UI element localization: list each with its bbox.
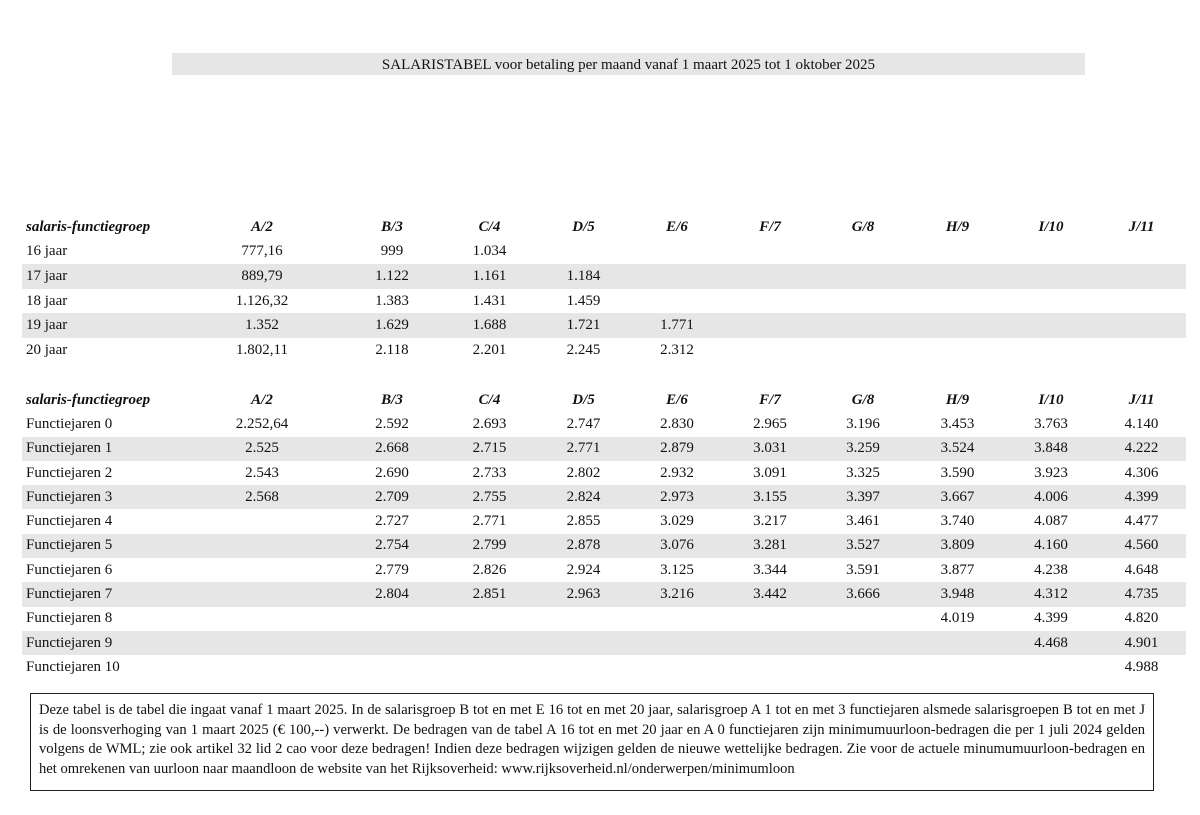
salary-cell: 3.259 — [816, 437, 910, 461]
column-header: J/11 — [1128, 218, 1155, 235]
salary-cell: 1.431 — [472, 292, 507, 309]
salary-cell — [724, 607, 816, 631]
salary-cell — [630, 264, 724, 289]
salary-cell: 2.592 — [375, 415, 409, 432]
salary-cell — [816, 655, 910, 679]
column-header: D/5 — [572, 218, 595, 235]
salary-cell — [1097, 338, 1186, 363]
salary-cell: 3.076 — [630, 534, 724, 558]
table-row — [22, 338, 1186, 363]
salary-cell — [182, 558, 342, 582]
salary-table-functiejaren — [22, 388, 1186, 680]
salary-cell: 889,79 — [182, 264, 342, 289]
salary-cell — [724, 264, 816, 289]
salary-cell — [1005, 289, 1097, 314]
page-title: SALARISTABEL voor betaling per maand vanaf 1 maart 2025 tot 1 oktober 2025 — [172, 53, 1085, 75]
salary-cell: 2.879 — [630, 437, 724, 461]
row-label: Functiejaren 0 — [26, 415, 113, 432]
salary-cell: 2.568 — [182, 485, 342, 509]
salary-cell: 2.932 — [660, 464, 694, 481]
row-label: Functiejaren 1 — [22, 437, 182, 461]
salary-cell: 3.527 — [816, 534, 910, 558]
salary-cell: 2.727 — [375, 513, 409, 530]
salary-cell: 1.771 — [630, 313, 724, 338]
salary-cell: 2.312 — [660, 341, 694, 358]
salary-cell: 4.140 — [1124, 415, 1159, 432]
salary-cell: 3.125 — [660, 561, 694, 578]
salary-cell: 3.281 — [724, 534, 816, 558]
table-row — [22, 289, 1186, 314]
row-header-label: salaris-functiegroep — [26, 218, 151, 235]
salary-cell: 1.383 — [375, 292, 409, 309]
salary-cell: 777,16 — [241, 243, 283, 260]
salary-cell: 1.122 — [342, 264, 442, 289]
salary-cell — [910, 313, 1005, 338]
salary-cell — [724, 240, 816, 265]
row-label: 20 jaar — [26, 341, 68, 358]
table-row — [22, 655, 1186, 679]
salary-cell — [816, 607, 910, 631]
row-label: Functiejaren 5 — [22, 534, 182, 558]
row-label: Functiejaren 4 — [26, 513, 113, 530]
salary-cell — [724, 289, 816, 314]
salary-cell — [442, 631, 537, 655]
header-row — [22, 215, 1186, 240]
salary-cell: 3.344 — [753, 561, 787, 578]
salary-cell — [910, 289, 1005, 314]
salary-cell: 4.222 — [1097, 437, 1186, 461]
salary-cell — [1097, 289, 1186, 314]
row-label: Functiejaren 9 — [22, 631, 182, 655]
salary-cell — [630, 655, 724, 679]
row-header-label: salaris-functiegroep — [26, 391, 151, 408]
salary-cell: 1.629 — [342, 313, 442, 338]
salary-cell — [630, 607, 724, 631]
row-label: Functiejaren 10 — [26, 658, 120, 675]
salary-cell: 2.771 — [537, 437, 630, 461]
salary-cell: 4.735 — [1097, 582, 1186, 606]
salary-cell: 2.771 — [472, 513, 507, 530]
row-label: Functiejaren 7 — [22, 582, 182, 606]
salary-cell: 2.878 — [537, 534, 630, 558]
table-row — [22, 558, 1186, 582]
salary-cell: 4.306 — [1124, 464, 1159, 481]
salary-cell — [910, 338, 1005, 363]
salary-cell — [630, 631, 724, 655]
salary-cell: 2.802 — [566, 464, 601, 481]
header-row — [22, 388, 1186, 412]
salary-cell — [537, 607, 630, 631]
column-header: D/5 — [572, 391, 595, 408]
salary-cell: 4.468 — [1005, 631, 1097, 655]
salary-cell: 2.855 — [566, 513, 601, 530]
table-row — [22, 582, 1186, 606]
salary-cell: 2.830 — [660, 415, 694, 432]
salary-cell — [442, 607, 537, 631]
column-header: C/4 — [478, 391, 501, 408]
salary-cell: 4.238 — [1034, 561, 1068, 578]
salary-cell: 2.799 — [442, 534, 537, 558]
salary-cell: 2.924 — [566, 561, 601, 578]
salary-cell — [724, 631, 816, 655]
salary-cell: 3.155 — [724, 485, 816, 509]
salary-cell — [910, 631, 1005, 655]
salary-cell — [1005, 240, 1097, 265]
salary-cell: 4.820 — [1124, 610, 1159, 627]
salary-table-age — [22, 215, 1186, 363]
salary-cell — [182, 534, 342, 558]
salary-cell: 2.755 — [442, 485, 537, 509]
salary-cell: 4.312 — [1005, 582, 1097, 606]
table-row — [22, 485, 1186, 509]
row-label: Functiejaren 8 — [26, 610, 113, 627]
column-header: I/10 — [1038, 218, 1064, 235]
salary-cell: 1.688 — [442, 313, 537, 338]
salary-cell: 4.901 — [1097, 631, 1186, 655]
column-header: B/3 — [381, 218, 403, 235]
table-row — [22, 412, 1186, 436]
salary-cell — [1097, 313, 1186, 338]
salary-cell: 3.196 — [846, 415, 880, 432]
footnote-box: Deze tabel is de tabel die ingaat vanaf 1 maart 2025. In de salarisgroep B tot en met E 16 tot en met 20 jaar, salarisgroep A 1 tot en met 3 functiejaren alsmede salarisgroepen B tot en met J is de loonsverhoging van 1 maart 2025 (€ 100,--) verwerkt. De bedragen van de tabel A 16 tot en met 20 jaar en A 0 functiejaren zijn minimumuurloon-bedragen die per 1 juli 2024 gelden volgens de WML; zie ook artikel 32 lid 2 cao voor deze bedragen! Indien deze bedragen wijzigen gelden de nieuwe wettelijke bedragen. Zie voor de actuele minumumuurloon-bedragen en het omrekenen van uurloon naar maandloon de website van het Rijksoverheid: www.rijksoverheid.nl/onderwerpen/minimumloon — [30, 693, 1154, 791]
salary-cell — [630, 240, 724, 265]
salary-cell: 3.848 — [1005, 437, 1097, 461]
column-header: H/9 — [945, 391, 970, 408]
salary-cell: 3.809 — [910, 534, 1005, 558]
salary-cell — [816, 264, 910, 289]
salary-cell: 3.216 — [630, 582, 724, 606]
salary-cell — [1005, 313, 1097, 338]
salary-cell — [1005, 338, 1097, 363]
salary-cell — [816, 338, 910, 363]
salary-cell: 4.160 — [1005, 534, 1097, 558]
salary-cell: 4.019 — [940, 610, 975, 627]
salary-cell: 3.461 — [846, 513, 880, 530]
salary-cell: 1.184 — [537, 264, 630, 289]
column-header: B/3 — [381, 391, 403, 408]
salary-cell: 2.245 — [566, 341, 601, 358]
salary-cell — [537, 655, 630, 679]
salary-cell — [910, 240, 1005, 265]
table-row — [22, 607, 1186, 631]
salary-cell: 4.648 — [1124, 561, 1159, 578]
salary-cell: 3.325 — [846, 464, 880, 481]
salary-cell: 1.034 — [472, 243, 507, 260]
salary-cell: 2.779 — [375, 561, 409, 578]
column-header: H/9 — [945, 218, 970, 235]
salary-cell: 3.591 — [846, 561, 880, 578]
salary-cell: 1.459 — [566, 292, 601, 309]
column-header: F/7 — [759, 218, 781, 235]
table-row — [22, 534, 1186, 558]
column-header: A/2 — [251, 218, 273, 235]
salary-cell: 2.525 — [182, 437, 342, 461]
salary-cell — [816, 289, 910, 314]
salary-cell: 2.963 — [537, 582, 630, 606]
salary-cell — [1005, 655, 1097, 679]
salary-cell — [342, 607, 442, 631]
salary-cell — [816, 313, 910, 338]
salary-cell: 3.666 — [816, 582, 910, 606]
column-header: J/11 — [1128, 391, 1155, 408]
salary-cell: 2.543 — [245, 464, 279, 481]
column-header: A/2 — [251, 391, 273, 408]
column-header: I/10 — [1038, 391, 1064, 408]
row-label: 16 jaar — [26, 243, 68, 260]
salary-cell: 3.397 — [816, 485, 910, 509]
salary-cell — [182, 655, 342, 679]
salary-cell: 3.031 — [724, 437, 816, 461]
salary-cell — [1005, 264, 1097, 289]
salary-cell: 2.252,64 — [235, 415, 289, 432]
salary-cell: 2.851 — [442, 582, 537, 606]
column-header: E/6 — [666, 391, 688, 408]
salary-cell — [724, 338, 816, 363]
salary-cell: 2.690 — [375, 464, 409, 481]
table-row — [22, 264, 1186, 289]
salary-cell: 2.715 — [442, 437, 537, 461]
salary-cell: 3.590 — [940, 464, 975, 481]
table-row — [22, 509, 1186, 533]
row-label: 19 jaar — [22, 313, 182, 338]
salary-cell: 2.668 — [342, 437, 442, 461]
salary-cell — [342, 655, 442, 679]
salary-cell: 4.087 — [1034, 513, 1068, 530]
salary-cell: 2.973 — [630, 485, 724, 509]
column-header: G/8 — [851, 391, 875, 408]
row-label: 18 jaar — [26, 292, 68, 309]
salary-cell: 3.948 — [910, 582, 1005, 606]
salary-cell: 3.740 — [940, 513, 975, 530]
salary-cell: 3.923 — [1034, 464, 1068, 481]
salary-cell — [537, 240, 630, 265]
salary-cell: 2.118 — [375, 341, 409, 358]
salary-cell: 3.453 — [940, 415, 975, 432]
salary-cell — [182, 582, 342, 606]
row-label: Functiejaren 2 — [26, 464, 113, 481]
salary-cell — [182, 631, 342, 655]
salary-cell: 3.029 — [660, 513, 694, 530]
salary-cell — [537, 631, 630, 655]
salary-cell — [816, 631, 910, 655]
salary-cell — [1097, 264, 1186, 289]
salary-cell — [630, 289, 724, 314]
column-header: C/4 — [478, 218, 501, 235]
salary-cell: 2.693 — [472, 415, 507, 432]
salary-cell: 4.399 — [1034, 610, 1068, 627]
salary-cell: 1.161 — [442, 264, 537, 289]
salary-cell: 2.201 — [472, 341, 507, 358]
salary-cell: 4.988 — [1124, 658, 1159, 675]
salary-cell: 3.763 — [1034, 415, 1068, 432]
salary-cell: 2.804 — [342, 582, 442, 606]
table-row — [22, 631, 1186, 655]
table-row — [22, 313, 1186, 338]
salary-cell: 999 — [380, 243, 404, 260]
salary-cell — [910, 264, 1005, 289]
salary-cell: 2.747 — [566, 415, 601, 432]
salary-cell — [342, 631, 442, 655]
salary-cell — [816, 240, 910, 265]
salary-cell: 3.667 — [910, 485, 1005, 509]
salary-cell: 2.965 — [753, 415, 787, 432]
salary-cell — [724, 655, 816, 679]
row-label: Functiejaren 6 — [26, 561, 113, 578]
salary-cell: 1.126,32 — [235, 292, 289, 309]
table-row — [22, 240, 1186, 265]
column-header: F/7 — [759, 391, 781, 408]
salary-cell: 1.721 — [537, 313, 630, 338]
salary-cell — [910, 655, 1005, 679]
salary-cell — [182, 607, 342, 631]
salary-cell: 3.524 — [910, 437, 1005, 461]
salary-cell — [724, 313, 816, 338]
salary-cell: 3.877 — [940, 561, 975, 578]
column-header: G/8 — [851, 218, 875, 235]
salary-cell: 3.091 — [753, 464, 787, 481]
salary-cell: 1.352 — [182, 313, 342, 338]
table-row — [22, 437, 1186, 461]
salary-cell: 2.709 — [342, 485, 442, 509]
salary-cell: 1.802,11 — [236, 341, 288, 358]
table-row — [22, 461, 1186, 485]
salary-cell: 4.560 — [1097, 534, 1186, 558]
salary-cell: 4.006 — [1005, 485, 1097, 509]
row-label: Functiejaren 3 — [22, 485, 182, 509]
salary-cell — [182, 509, 342, 533]
salary-cell: 2.824 — [537, 485, 630, 509]
salary-cell: 4.477 — [1124, 513, 1159, 530]
row-label: 17 jaar — [22, 264, 182, 289]
salary-cell: 3.217 — [753, 513, 787, 530]
salary-cell: 2.826 — [472, 561, 507, 578]
column-header: E/6 — [666, 218, 688, 235]
salary-cell: 3.442 — [724, 582, 816, 606]
salary-cell: 4.399 — [1097, 485, 1186, 509]
salary-cell — [442, 655, 537, 679]
salary-cell: 2.754 — [342, 534, 442, 558]
salary-cell: 2.733 — [472, 464, 507, 481]
salary-cell — [1097, 240, 1186, 265]
